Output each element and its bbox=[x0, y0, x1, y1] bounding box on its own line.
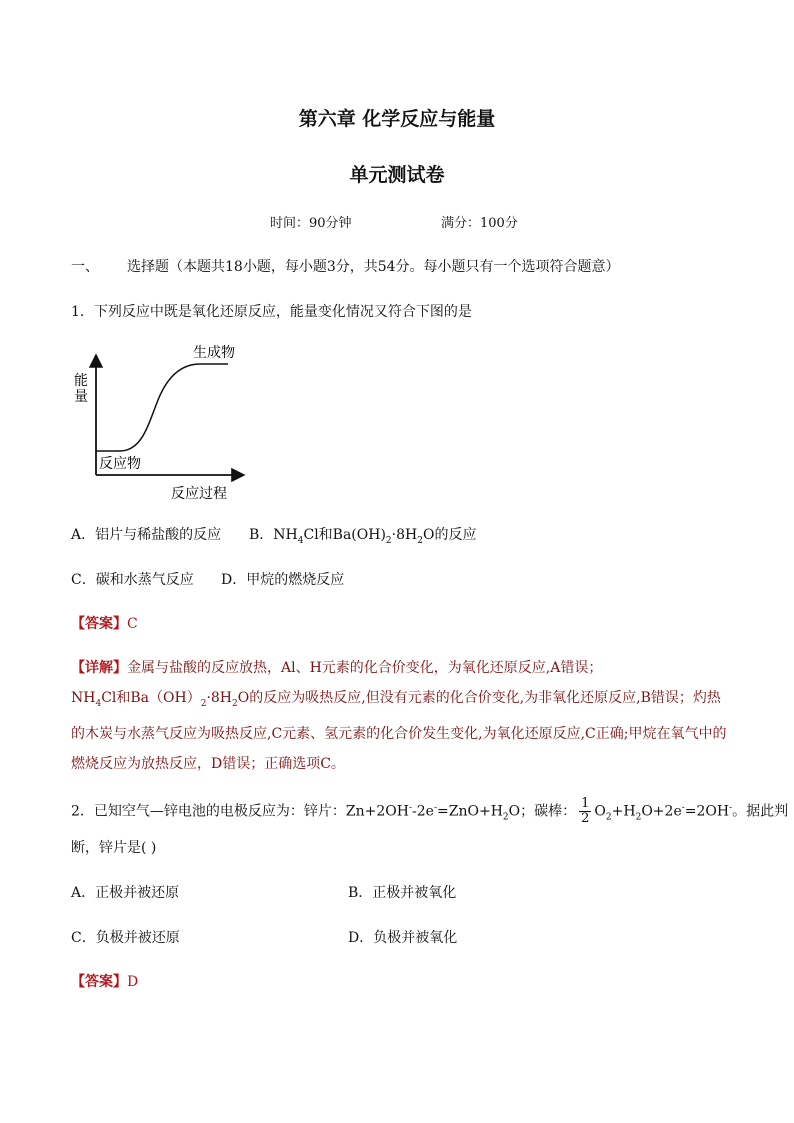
y-axis-label-2: 量 bbox=[74, 389, 88, 405]
q1-option-b: B．$NH_4Cl$和$Ba(OH)_2\cdot 8H_2O$的反应 bbox=[249, 527, 477, 546]
q2-option-c: C．负极并被还原 bbox=[71, 930, 180, 946]
q1-option-a: A．铝片与稀盐酸的反应 bbox=[71, 527, 222, 543]
section-number: 一、 bbox=[71, 259, 99, 275]
chapter-title: 第六章 化学反应与能量 bbox=[298, 108, 496, 130]
q2-stem-line1: 2．已知空气—锌电池的电极反应为：锌片：$Zn+2OH^--2e^-=ZnO+H_2O$；碳棒： $\frac{1}{2}$ $O_2+H_2O+2e^-=2OH^-$。据此判 bbox=[71, 796, 789, 826]
section-heading: 选择题（本题共18小题，每小题3分，共54分。每小题只有一个选项符合题意） bbox=[127, 259, 620, 275]
q1-stem: 1．下列反应中既是氧化还原反应，能量变化情况又符合下图的是 bbox=[71, 304, 472, 320]
q2-option-b: B．正极并被氧化 bbox=[348, 885, 457, 901]
y-axis-label-1: 能 bbox=[74, 373, 88, 389]
q2-option-a: A．正极并被还原 bbox=[71, 885, 180, 901]
reactants-label: 反应物 bbox=[99, 456, 141, 472]
q1-option-c: C．碳和水蒸气反应 bbox=[71, 572, 194, 588]
q2-answer: 【答案】D bbox=[71, 974, 139, 990]
q1-detail: 【详解】金属与盐酸的反应放热，Al、H元素的化合价变化，为氧化还原反应,A错误；$NH_4Cl$和$Ba(OH)_2\cdot 8H_2O$的反应为吸热反应,但没有元素的化合价变化,为非氧化还原反应,B错误；灼热的木炭与水蒸气反应为吸热反应,C元素、氢元素的化合价发生变化,为氧化还原反应,C正确;甲烷在氧气中的燃烧反应为放热反应，D错误；正确选项C。 bbox=[71, 660, 727, 772]
products-label: 生成物 bbox=[193, 345, 235, 361]
fraction-one-half: $\frac{1}{2}$ bbox=[581, 796, 590, 826]
q1-option-d: D．甲烷的燃烧反应 bbox=[221, 572, 345, 588]
x-axis-label: 反应过程 bbox=[171, 486, 227, 502]
q2-stem-line2: 断，锌片是( ) bbox=[71, 840, 157, 856]
score-label: 满分：100分 bbox=[441, 216, 518, 231]
q2-option-d: D．负极并被氧化 bbox=[348, 930, 458, 946]
energy-curve bbox=[96, 364, 228, 451]
q1-answer: 【答案】C bbox=[71, 616, 138, 632]
energy-diagram bbox=[70, 345, 260, 505]
page-subtitle: 单元测试卷 bbox=[349, 164, 445, 186]
time-label: 时间：90分钟 bbox=[270, 216, 352, 231]
